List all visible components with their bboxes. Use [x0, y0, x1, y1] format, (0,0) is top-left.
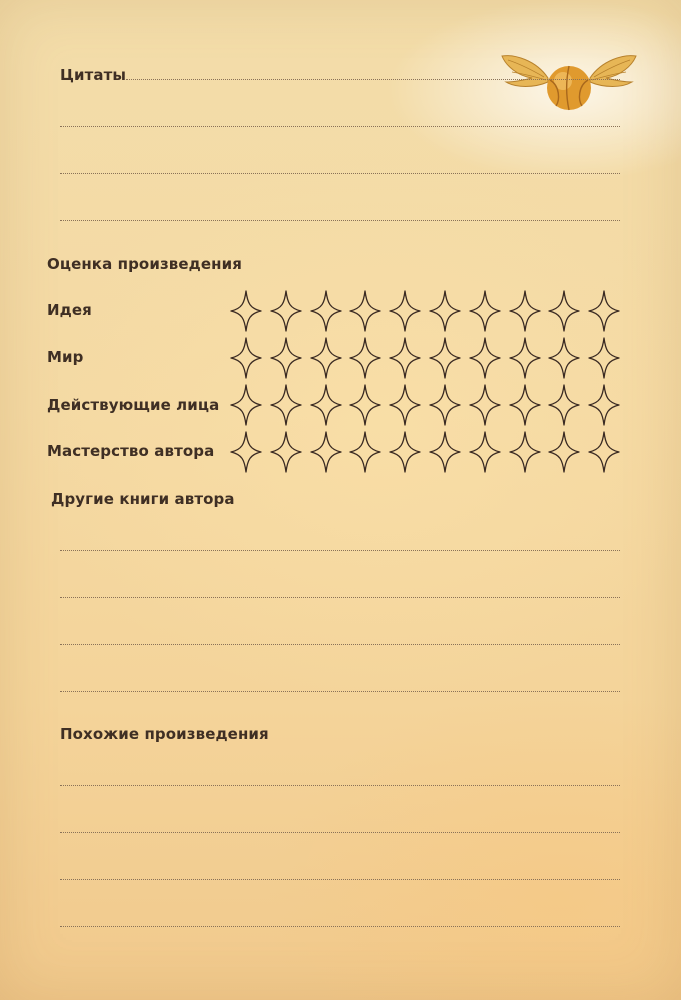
other-books-write-line-1[interactable] — [60, 550, 620, 551]
rating-label-idea: Идея — [47, 301, 92, 319]
rating-star-icon[interactable] — [348, 430, 382, 474]
rating-star-icon[interactable] — [547, 383, 581, 427]
rating-label-author-skill: Мастерство автора — [47, 442, 215, 460]
rating-star-icon[interactable] — [587, 289, 621, 333]
rating-star-icon[interactable] — [547, 430, 581, 474]
quotes-write-line-4[interactable] — [60, 220, 620, 221]
rating-star-icon[interactable] — [547, 289, 581, 333]
rating-star-icon[interactable] — [428, 289, 462, 333]
rating-star-icon[interactable] — [428, 383, 462, 427]
rating-star-icon[interactable] — [269, 430, 303, 474]
rating-star-icon[interactable] — [229, 289, 263, 333]
rating-star-icon[interactable] — [388, 289, 422, 333]
rating-star-icon[interactable] — [309, 430, 343, 474]
rating-label-characters: Действующие лица — [47, 396, 220, 414]
rating-label-world: Мир — [47, 348, 84, 366]
rating-star-icon[interactable] — [508, 383, 542, 427]
rating-star-icon[interactable] — [388, 383, 422, 427]
quotes-write-line-2[interactable] — [60, 126, 620, 127]
rating-star-icon[interactable] — [587, 336, 621, 380]
quotes-label: Цитаты — [60, 66, 127, 84]
rating-star-icon[interactable] — [587, 430, 621, 474]
other-books-write-line-3[interactable] — [60, 644, 620, 645]
rating-star-icon[interactable] — [269, 289, 303, 333]
rating-star-icon[interactable] — [587, 383, 621, 427]
other-books-write-line-2[interactable] — [60, 597, 620, 598]
other-books-label: Другие книги автора — [51, 490, 235, 508]
quotes-write-line-3[interactable] — [60, 173, 620, 174]
rating-star-icon[interactable] — [348, 383, 382, 427]
rating-star-icon[interactable] — [229, 383, 263, 427]
rating-star-icon[interactable] — [508, 430, 542, 474]
rating-star-icon[interactable] — [348, 336, 382, 380]
rating-star-icon[interactable] — [229, 430, 263, 474]
golden-snitch-icon — [498, 50, 640, 114]
similar-works-label: Похожие произведения — [60, 725, 269, 743]
rating-star-icon[interactable] — [428, 430, 462, 474]
rating-star-icon[interactable] — [468, 383, 502, 427]
rating-star-icon[interactable] — [508, 289, 542, 333]
similar-works-write-line-2[interactable] — [60, 832, 620, 833]
rating-star-icon[interactable] — [309, 336, 343, 380]
rating-stars-author-skill — [229, 430, 623, 474]
rating-star-icon[interactable] — [269, 383, 303, 427]
rating-star-icon[interactable] — [388, 430, 422, 474]
similar-works-write-line-1[interactable] — [60, 785, 620, 786]
rating-stars-characters — [229, 383, 623, 427]
rating-star-icon[interactable] — [229, 336, 263, 380]
similar-works-write-line-4[interactable] — [60, 926, 620, 927]
other-books-write-line-4[interactable] — [60, 691, 620, 692]
rating-star-icon[interactable] — [468, 289, 502, 333]
rating-star-icon[interactable] — [468, 430, 502, 474]
rating-star-icon[interactable] — [348, 289, 382, 333]
rating-stars-world — [229, 336, 623, 380]
rating-star-icon[interactable] — [508, 336, 542, 380]
rating-stars-idea — [229, 289, 623, 333]
rating-star-icon[interactable] — [269, 336, 303, 380]
quotes-write-line-1[interactable] — [126, 79, 620, 80]
rating-star-icon[interactable] — [309, 289, 343, 333]
rating-star-icon[interactable] — [428, 336, 462, 380]
rating-star-icon[interactable] — [309, 383, 343, 427]
similar-works-write-line-3[interactable] — [60, 879, 620, 880]
rating-title: Оценка произведения — [47, 255, 242, 273]
rating-star-icon[interactable] — [547, 336, 581, 380]
rating-star-icon[interactable] — [468, 336, 502, 380]
rating-star-icon[interactable] — [388, 336, 422, 380]
